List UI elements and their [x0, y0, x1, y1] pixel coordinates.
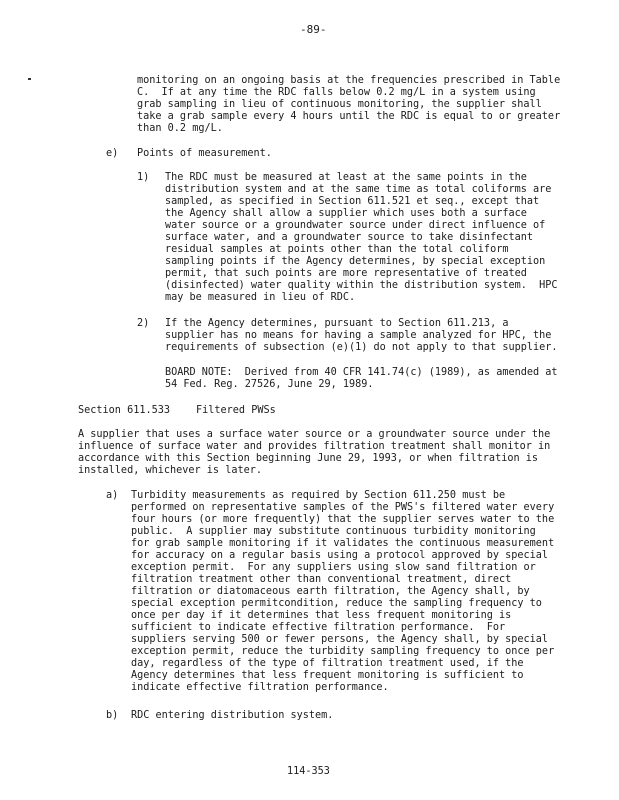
section-title: Filtered PWSs: [196, 405, 276, 416]
text-line: for accuracy on a regular basis using a protocol approved by special: [131, 550, 549, 561]
text-line: exception permit. For any suppliers using slow sand filtration or: [131, 562, 536, 573]
text-line: grab sampling in lieu of continuous monitoring, the supplier shall: [137, 99, 542, 110]
text-line: special exception permitcondition, reduce the sampling frequency to: [131, 598, 542, 609]
text-line: requirements of subsection (e)(1) do not apply to that supplier.: [165, 342, 558, 353]
page-footer: 114-353: [287, 766, 330, 777]
text-line: C. If at any time the RDC falls below 0.2 mg/L in a system using: [137, 87, 536, 98]
text-line: once per day if it determines that less frequent monitoring is: [131, 610, 512, 621]
text-line: take a grab sample every 4 hours until the RDC is equal to or greater: [137, 111, 561, 122]
item-b-marker: b): [106, 710, 119, 721]
text-line: Agency determines that less frequent monitoring is sufficient to: [131, 670, 524, 681]
text-line: influence of surface water and provides filtration treatment shall monitor in: [78, 441, 551, 452]
text-line: suppliers serving 500 or fewer persons, the Agency shall, by special: [131, 634, 549, 645]
text-line: (disinfected) water quality within the distribution system. HPC: [165, 280, 558, 291]
text-line: installed, whichever is later.: [78, 465, 263, 476]
text-line: sampling points if the Agency determines, by special exception: [165, 256, 546, 267]
text-line: Turbidity measurements as required by Section 611.250 must be: [131, 490, 506, 501]
section-number: Section 611.533: [78, 405, 171, 416]
text-line: If the Agency determines, pursuant to Section 611.213, a: [165, 318, 509, 329]
text-line: day, regardless of the type of filtration treatment used, if the: [131, 658, 524, 669]
text-line: surface water, and a groundwater source to take disinfectant: [165, 232, 534, 243]
text-line: than 0.2 mg/L.: [137, 123, 223, 134]
text-line: distribution system and at the same time as total coliforms are: [165, 184, 552, 195]
text-line: BOARD NOTE: Derived from 40 CFR 141.74(c) (1989), as amended at: [165, 367, 558, 378]
item-e1-marker: 1): [137, 172, 150, 183]
text-line: public. A supplier may substitute continuous turbidity monitoring: [131, 526, 536, 537]
text-line: filtration or diatomaceous earth filtration, the Agency shall, by: [131, 586, 530, 597]
text-line: supplier has no means for having a sample analyzed for HPC, the: [165, 330, 552, 341]
text-line: sufficient to indicate effective filtration performance. For: [131, 622, 506, 633]
text-line: sampled, as specified in Section 611.521 et seq., except that: [165, 196, 540, 207]
text-line: indicate effective filtration performance.: [131, 682, 389, 693]
text-line: monitoring on an ongoing basis at the frequencies prescribed in Table: [137, 75, 561, 86]
text-line: 54 Fed. Reg. 27526, June 29, 1989.: [165, 379, 374, 390]
text-line: A supplier that uses a surface water source or a groundwater source under the: [78, 429, 551, 440]
item-e-marker: e): [106, 148, 119, 159]
text-line: may be measured in lieu of RDC.: [165, 292, 356, 303]
text-line: for grab sample monitoring if it validates the continuous measurement: [131, 538, 555, 549]
item-e2-marker: 2): [137, 318, 150, 329]
text-line: permit, that such points are more representative of treated: [165, 268, 527, 279]
text-line: the Agency shall allow a supplier which uses both a surface: [165, 208, 527, 219]
item-e-heading: Points of measurement.: [137, 148, 272, 159]
text-line: performed on representative samples of the PWS's filtered water every: [131, 502, 555, 513]
text-line: accordance with this Section beginning June 29, 1993, or when filtration is: [78, 453, 539, 464]
item-a-marker: a): [106, 490, 119, 501]
text-line: residual samples at points other than the total coliform: [165, 244, 509, 255]
item-b-heading: RDC entering distribution system.: [131, 710, 334, 721]
margin-mark: [28, 78, 31, 80]
text-line: filtration treatment other than conventional treatment, direct: [131, 574, 512, 585]
text-line: The RDC must be measured at least at the same points in the: [165, 172, 527, 183]
text-line: four hours (or more frequently) that the supplier serves water to the: [131, 514, 555, 525]
text-line: water source or a groundwater source under direct influence of: [165, 220, 546, 231]
text-line: exception permit, reduce the turbidity sampling frequency to once per: [131, 646, 555, 657]
page-number: -89-: [300, 23, 327, 36]
